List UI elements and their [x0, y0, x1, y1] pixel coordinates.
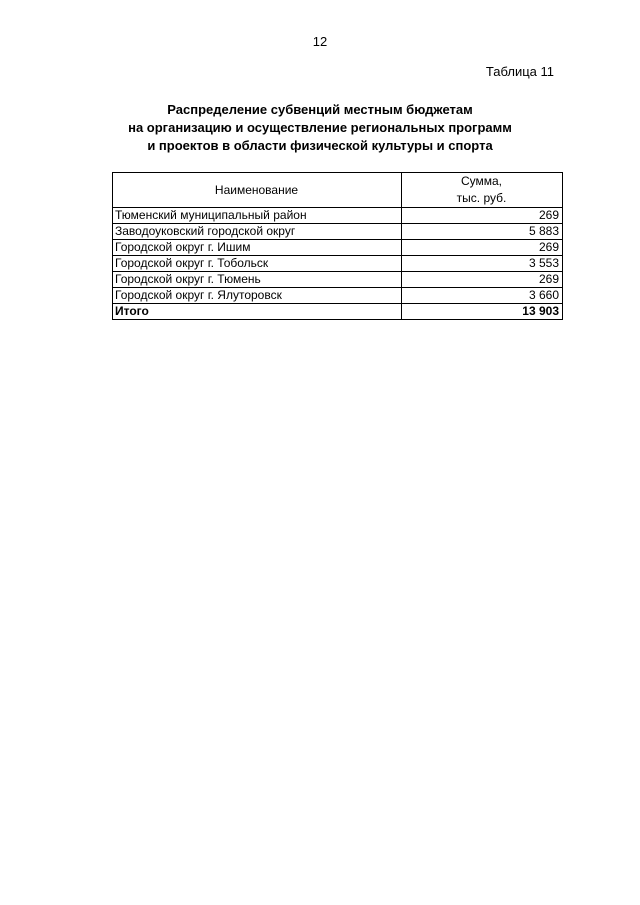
- row-sum: 5 883: [402, 224, 563, 240]
- header-sum: [402, 173, 563, 208]
- table-row: [113, 288, 563, 304]
- table-row: [113, 240, 563, 256]
- table-header-row: [113, 173, 563, 208]
- table-title-line-2: на организацию и осуществление региональных программ: [128, 120, 512, 135]
- row-sum: 269: [402, 272, 563, 288]
- total-row: [113, 304, 563, 320]
- row-sum: 3 553: [402, 256, 563, 272]
- table-row: [113, 256, 563, 272]
- table-row: [113, 272, 563, 288]
- total-label: Итого: [113, 304, 402, 320]
- row-name: Заводоуковский городской округ: [113, 224, 402, 240]
- row-sum: 3 660: [402, 288, 563, 304]
- total-sum: 13 903: [402, 304, 563, 320]
- row-name: Городской округ г. Тобольск: [113, 256, 402, 272]
- table-row: [113, 224, 563, 240]
- row-name: Городской округ г. Ишим: [113, 240, 402, 256]
- table-title: [0, 101, 640, 155]
- row-name: Городской округ г. Тюмень: [113, 272, 402, 288]
- table-number: Таблица 11: [485, 64, 554, 79]
- header-name: Наименование: [113, 173, 402, 208]
- row-sum: 269: [402, 240, 563, 256]
- header-sum-line-2: тыс. руб.: [456, 191, 507, 205]
- table-title-line-1: Распределение субвенций местным бюджетам: [167, 102, 473, 117]
- row-name: Тюменский муниципальный район: [113, 208, 402, 224]
- row-name: Городской округ г. Ялуторовск: [113, 288, 402, 304]
- header-sum-line-1: Сумма,: [460, 174, 503, 188]
- table-row: [113, 208, 563, 224]
- page-number: 12: [312, 34, 328, 49]
- subvention-table: [112, 172, 563, 320]
- row-sum: 269: [402, 208, 563, 224]
- table-title-line-3: и проектов в области физической культуры и спорта: [147, 138, 493, 153]
